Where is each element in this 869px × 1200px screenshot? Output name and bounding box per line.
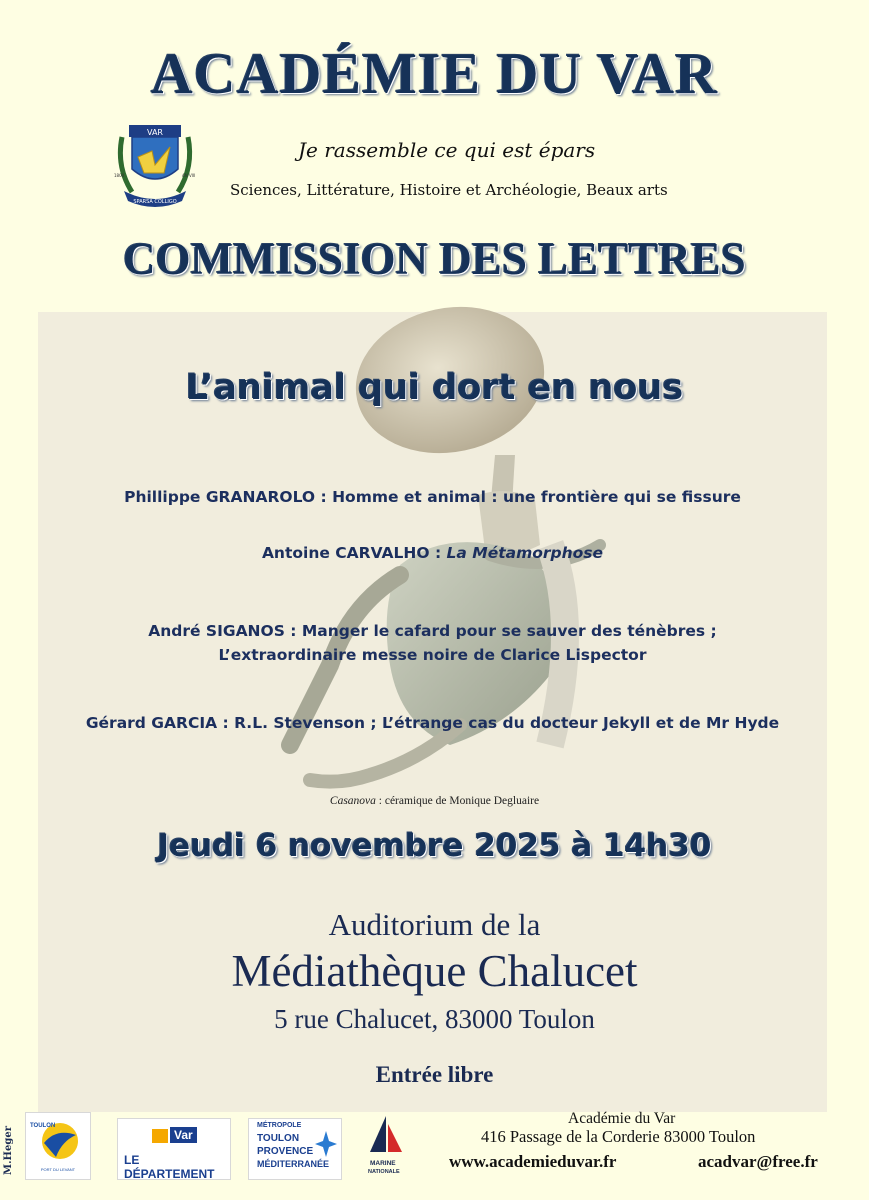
svg-text:1800: 1800 xyxy=(114,173,125,178)
metropole-city-2: PROVENCE xyxy=(257,1146,314,1157)
sail-icon xyxy=(366,1114,408,1160)
metropole-city-1: TOULON xyxy=(257,1133,300,1144)
svg-text:PORT DU LEVANT: PORT DU LEVANT xyxy=(40,1167,76,1172)
metropole-city-3: MÉDITERRANÉE xyxy=(257,1159,330,1169)
caption-work-title: Casanova xyxy=(329,795,376,807)
venue-line-1: Auditorium de la xyxy=(328,907,541,942)
departement-logo xyxy=(117,1118,231,1180)
academy-motto: Je rassemble ce qui est épars xyxy=(298,138,596,162)
departement-name: LE DÉPARTEMENT xyxy=(124,1153,215,1181)
academy-emblem-icon xyxy=(112,117,198,209)
venue-name: Médiathèque Chalucet xyxy=(231,946,638,996)
marine-label-2: NATIONALE xyxy=(368,1169,400,1175)
talk-title: La Métamorphose xyxy=(446,544,604,562)
svg-text:AN VIII: AN VIII xyxy=(182,173,196,178)
talk-speaker: André SIGANOS : xyxy=(148,622,302,640)
svg-text:VAR: VAR xyxy=(147,128,163,137)
footer-email-link[interactable]: acadvar@free.fr xyxy=(698,1152,818,1171)
venue-address: 5 rue Chalucet, 83000 Toulon xyxy=(274,1004,595,1034)
talk-item xyxy=(38,711,827,735)
toulon-emblem-icon xyxy=(26,1113,90,1179)
talk-title: Manger le cafard pour se sauver des ténèbres ; xyxy=(301,622,717,640)
talk-title-continued: L’extraordinaire messe noire de Clarice Lispector xyxy=(218,646,647,664)
metropole-logo xyxy=(248,1118,342,1180)
metropole-star-icon xyxy=(315,1131,337,1157)
toulon-logo xyxy=(25,1112,91,1180)
talk-speaker: Gérard GARCIA : xyxy=(85,714,235,732)
talk-item xyxy=(38,485,827,509)
commission-title: COMMISSION DES LETTRES xyxy=(123,234,746,284)
marine-label: MARINE xyxy=(370,1160,396,1167)
svg-text:SPARSA COLLIGO: SPARSA COLLIGO xyxy=(133,199,177,205)
talk-item xyxy=(38,619,827,667)
footer-academy-name: Académie du Var xyxy=(568,1110,676,1127)
metropole-label: MÉTROPOLE xyxy=(257,1122,302,1129)
talk-item xyxy=(38,541,827,565)
departement-square-icon xyxy=(152,1129,168,1143)
academy-fields: Sciences, Littérature, Histoire et Archéologie, Beaux arts xyxy=(230,181,668,199)
image-caption xyxy=(0,795,869,807)
footer-address: 416 Passage de la Corderie 83000 Toulon xyxy=(481,1127,756,1146)
academy-title: ACADÉMIE DU VAR xyxy=(150,41,719,106)
caption-text: : céramique de Monique Degluaire xyxy=(375,795,540,807)
event-date: Jeudi 6 novembre 2025 à 14h30 xyxy=(157,828,712,864)
talk-title: Homme et animal : une frontière qui se fissure xyxy=(332,488,741,506)
svg-text:TOULON: TOULON xyxy=(30,1123,56,1129)
entry-info: Entrée libre xyxy=(375,1062,494,1087)
talk-speaker: Antoine CARVALHO : xyxy=(261,544,447,562)
marine-nationale-logo xyxy=(366,1114,408,1180)
talk-speaker: Phillippe GRANAROLO : xyxy=(124,488,333,506)
lecture-theme: L’animal qui dort en nous xyxy=(185,368,684,408)
designer-credit: M.Heger xyxy=(3,1126,14,1175)
departement-badge: Var xyxy=(170,1127,197,1143)
footer-website-link[interactable]: www.academieduvar.fr xyxy=(449,1152,617,1171)
talk-title: R.L. Stevenson ; L’étrange cas du docteur Jekyll et de Mr Hyde xyxy=(234,714,780,732)
